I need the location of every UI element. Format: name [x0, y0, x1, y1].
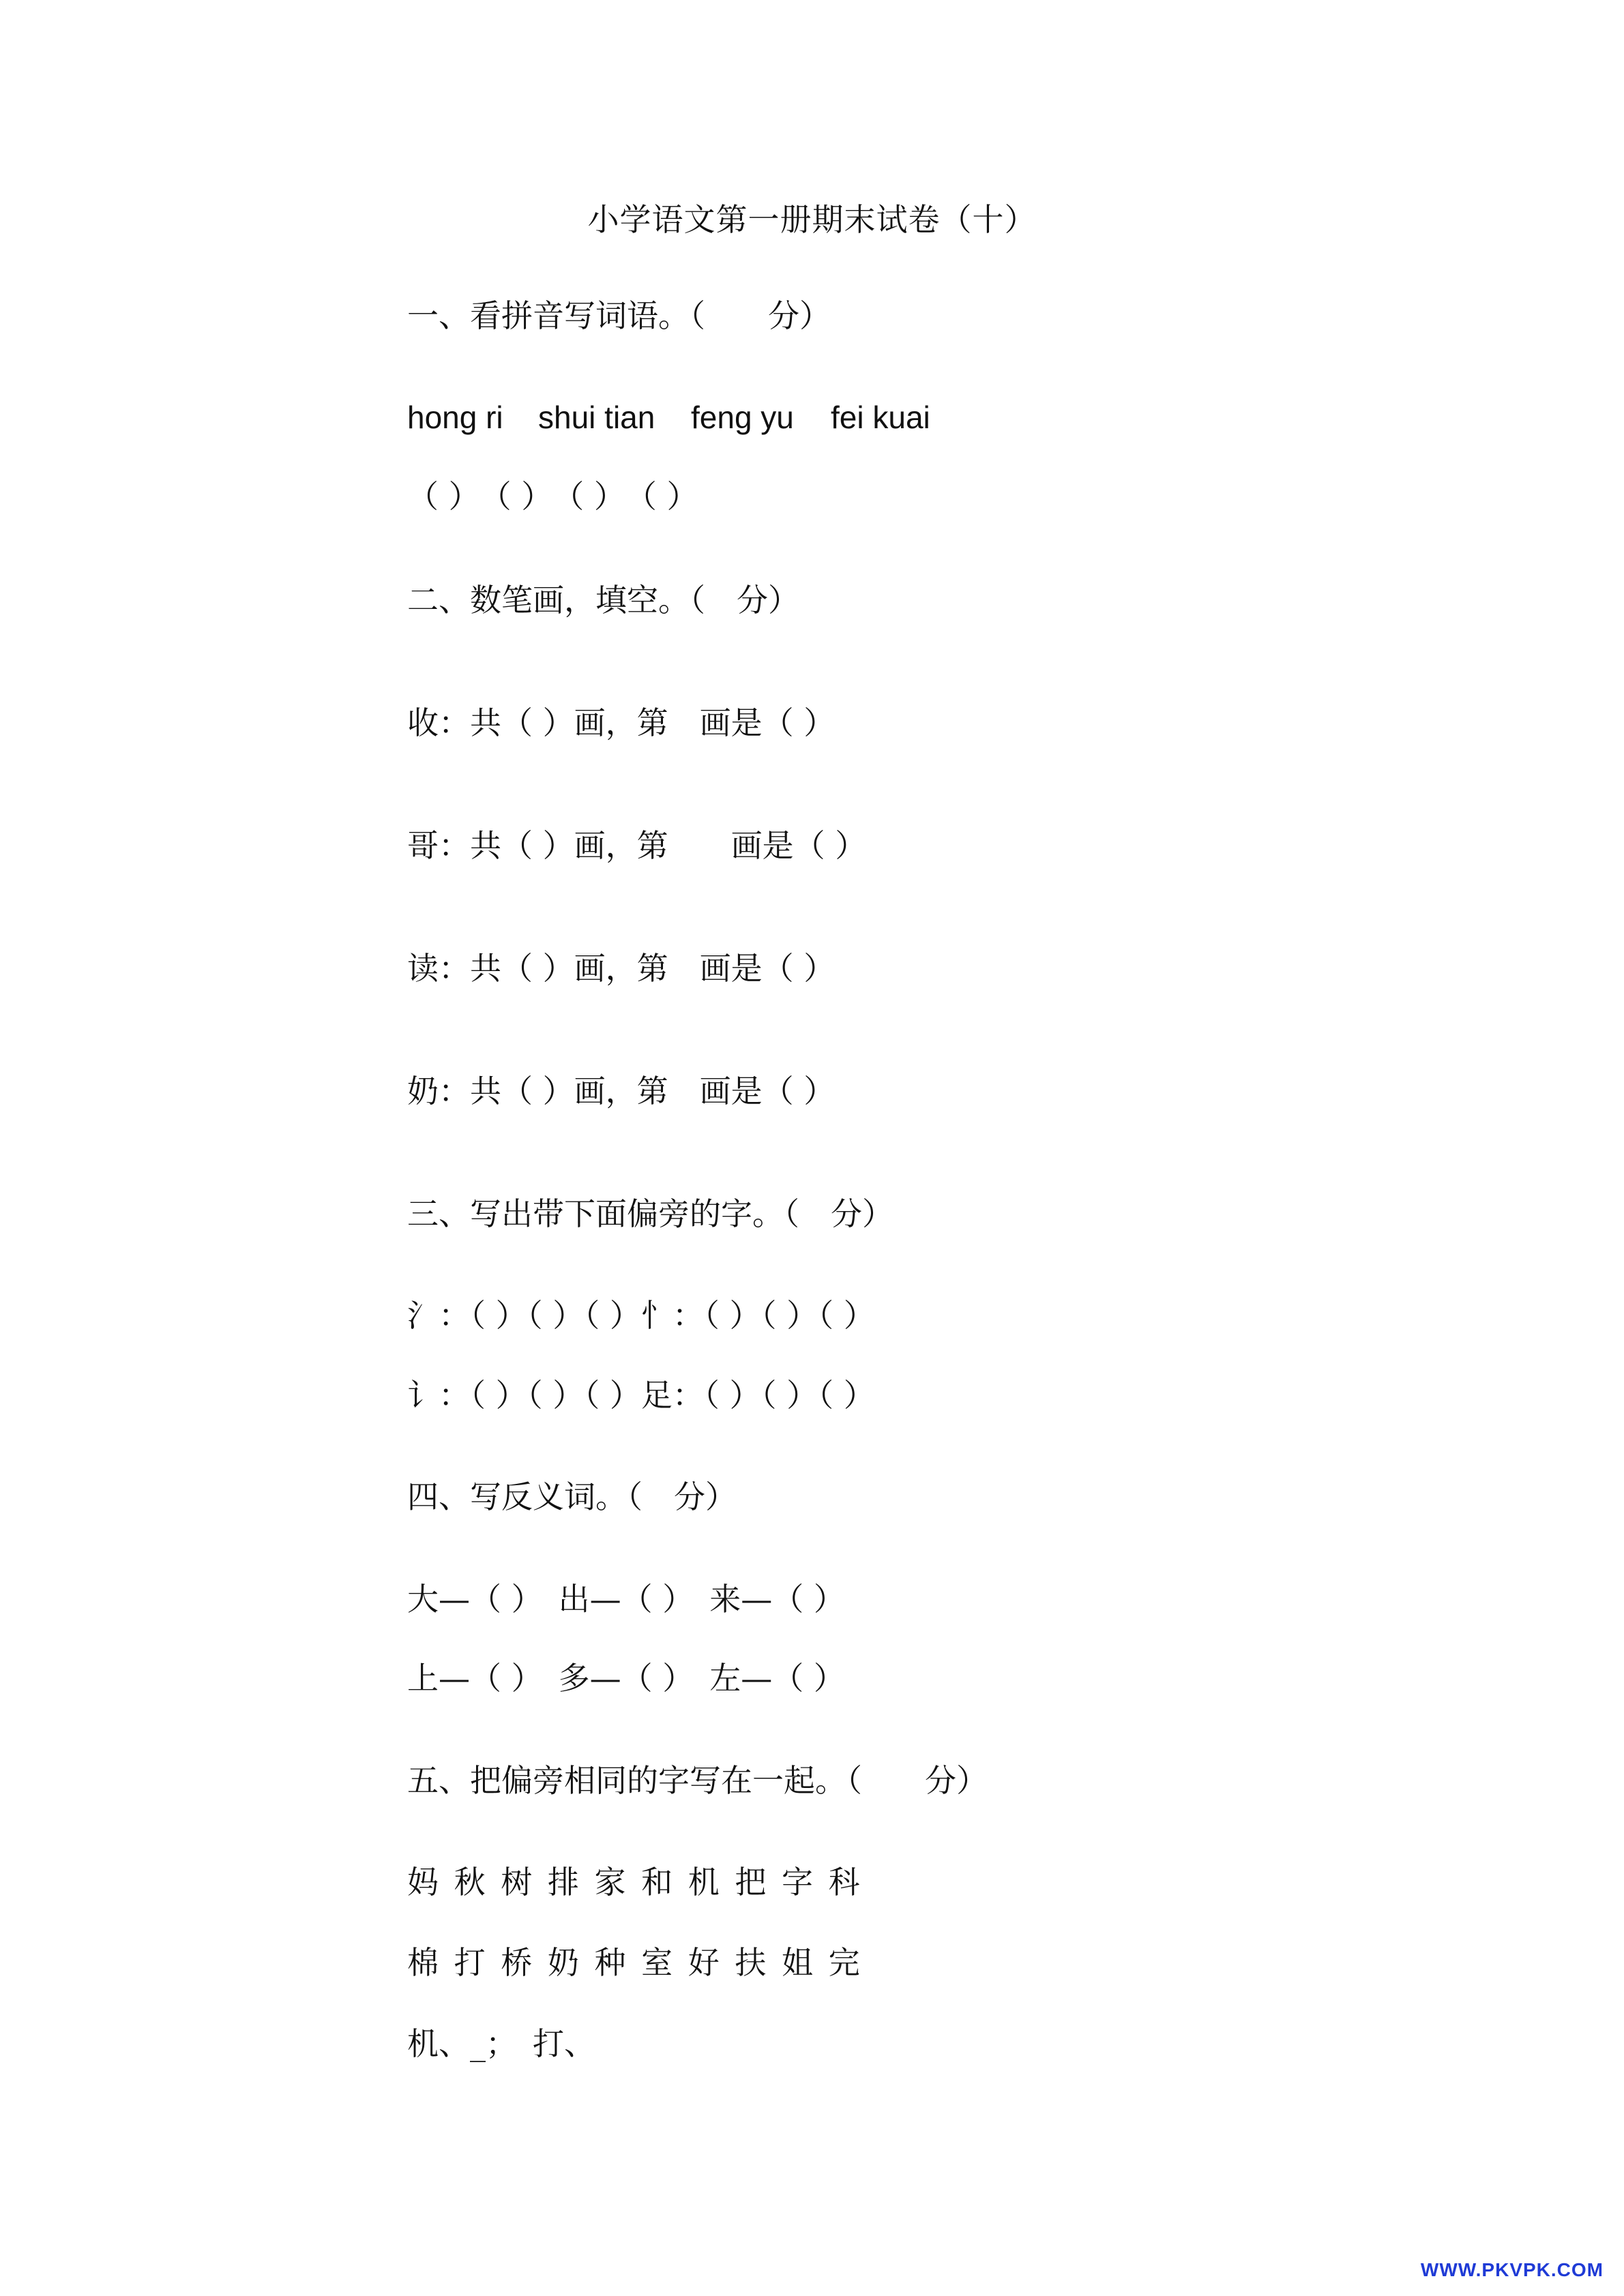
section-3-heading: 三、写出带下面偏旁的字。（ 分） — [407, 1195, 894, 1232]
pinyin-row — [407, 399, 930, 436]
stroke-item-2: 哥：共（ ）画，第 画是（ ） — [407, 827, 867, 864]
page-title: 小学语文第一册期末试卷（十） — [587, 201, 1037, 238]
antonym-row-1: 大—（ ） 出—（ ） 来—（ ） — [407, 1581, 845, 1617]
stroke-item-1: 收：共（ ）画，第 画是（ ） — [407, 704, 836, 741]
stroke-item-4: 奶：共（ ）画，第 画是（ ） — [407, 1073, 836, 1109]
radical-row-2: 讠：（ ）（ ）（ ）足：（ ）（ ）（ ） — [407, 1377, 875, 1414]
watermark-link[interactable]: WWW.PKVPK.COM — [1420, 2259, 1604, 2280]
grouping-answer-line: 机、_； 打、 — [407, 2025, 595, 2062]
section-5-heading: 五、把偏旁相同的字写在一起。（ 分） — [407, 1762, 988, 1799]
section-2-heading: 二、数笔画，填空。（ 分） — [407, 582, 799, 618]
pinyin-answer-blanks: （ ） （ ） （ ） （ ） — [407, 478, 698, 515]
section-1-heading: 一、看拼音写词语。（ 分） — [407, 297, 831, 334]
pinyin-1: hong ri — [407, 400, 503, 435]
pinyin-2: shui tian — [538, 400, 655, 435]
stroke-item-3: 读：共（ ）画，第 画是（ ） — [407, 950, 836, 987]
character-row-2: 棉 打 桥 奶 种 室 好 扶 姐 完 — [407, 1944, 863, 1981]
pinyin-3: feng yu — [691, 400, 794, 435]
pinyin-4: fei kuai — [831, 400, 930, 435]
section-4-heading: 四、写反义词。（ 分） — [407, 1478, 737, 1515]
character-row-1: 妈 秋 树 排 家 和 机 把 字 科 — [407, 1864, 863, 1900]
radical-row-1: 氵：（ ）（ ）（ ）忄：（ ）（ ）（ ） — [407, 1297, 875, 1334]
antonym-row-2: 上—（ ） 多—（ ） 左—（ ） — [407, 1660, 845, 1697]
